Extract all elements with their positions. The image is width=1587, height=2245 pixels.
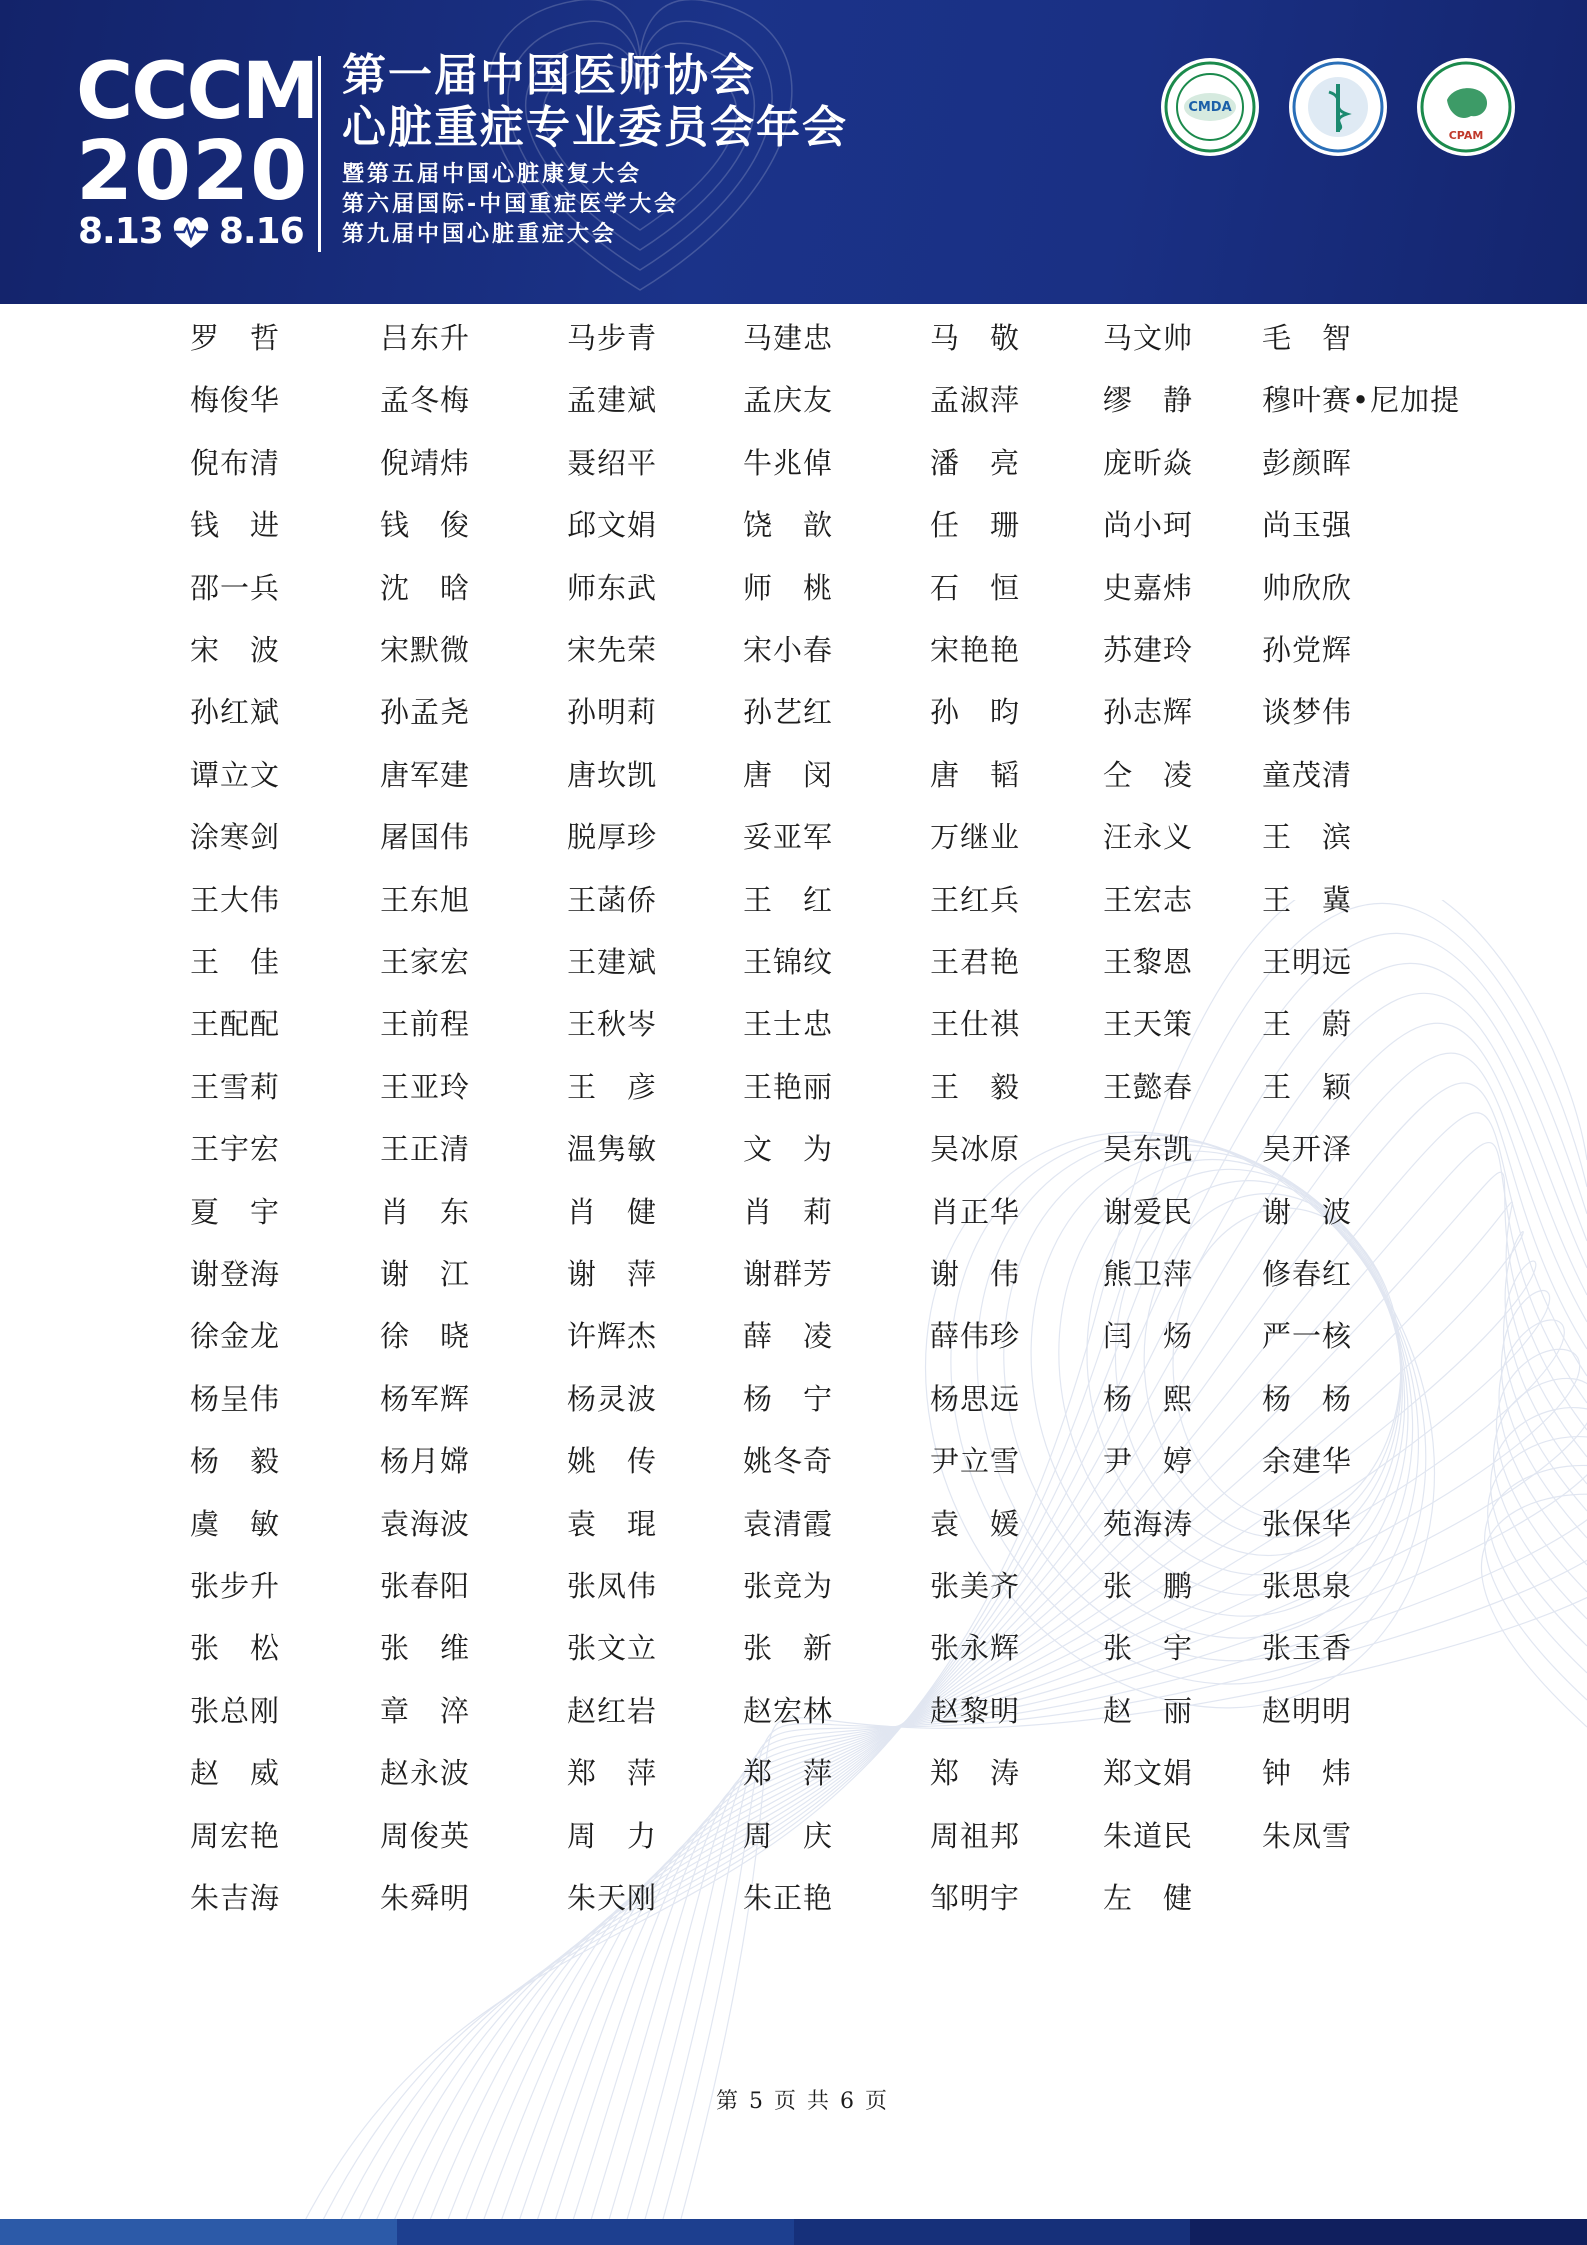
member-name: 杨思远 bbox=[930, 1381, 1021, 1416]
member-name: 修春红 bbox=[1262, 1257, 1353, 1291]
member-name: 谈梦伟 bbox=[1262, 695, 1353, 730]
member-name: 肖 东 bbox=[380, 1194, 471, 1229]
footer-bar-segment bbox=[794, 2219, 1191, 2245]
member-name: 任 珊 bbox=[930, 508, 1021, 543]
member-name: 袁海波 bbox=[380, 1506, 471, 1541]
name-row bbox=[0, 380, 1587, 420]
member-name: 孙党辉 bbox=[1262, 633, 1353, 667]
conference-title-line2: 心脏重症专业委员会年会 bbox=[342, 102, 848, 153]
member-name: 许辉杰 bbox=[567, 1319, 658, 1354]
member-name: 薛伟珍 bbox=[930, 1319, 1021, 1354]
name-row bbox=[0, 1129, 1587, 1169]
member-name: 倪靖炜 bbox=[380, 445, 471, 480]
member-name: 张凤伟 bbox=[567, 1569, 658, 1603]
member-name: 谢 波 bbox=[1262, 1194, 1353, 1229]
cpam-seal-icon bbox=[1417, 58, 1515, 156]
member-name: 肖 健 bbox=[567, 1194, 658, 1229]
member-name: 王 佳 bbox=[190, 945, 281, 979]
member-name: 王配配 bbox=[190, 1007, 281, 1042]
member-name: 王仕祺 bbox=[930, 1007, 1021, 1042]
member-name: 朱凤雪 bbox=[1262, 1818, 1353, 1853]
name-row bbox=[0, 880, 1587, 920]
member-name: 肖正华 bbox=[930, 1194, 1021, 1229]
member-name: 王家宏 bbox=[380, 945, 471, 979]
member-name: 王明远 bbox=[1262, 945, 1353, 979]
member-name: 王前程 bbox=[380, 1007, 471, 1042]
name-row bbox=[0, 505, 1587, 545]
member-name: 虞 敏 bbox=[190, 1506, 281, 1541]
member-name: 邹明宇 bbox=[930, 1881, 1021, 1915]
member-name: 师 桃 bbox=[743, 570, 834, 605]
member-name: 赵 丽 bbox=[1103, 1693, 1194, 1728]
name-row bbox=[0, 1192, 1587, 1232]
member-name: 张步升 bbox=[190, 1569, 281, 1603]
name-row bbox=[0, 942, 1587, 982]
member-name: 孟冬梅 bbox=[380, 383, 471, 418]
member-name: 张春阳 bbox=[380, 1569, 471, 1603]
name-row bbox=[0, 1316, 1587, 1356]
member-name: 谢爱民 bbox=[1103, 1194, 1194, 1229]
member-name: 王黎恩 bbox=[1103, 945, 1194, 979]
name-row bbox=[0, 817, 1587, 857]
name-row bbox=[0, 1878, 1587, 1918]
member-name: 王东旭 bbox=[380, 882, 471, 917]
member-name: 王天策 bbox=[1103, 1007, 1194, 1042]
member-name: 吴开泽 bbox=[1262, 1132, 1353, 1167]
name-row bbox=[0, 692, 1587, 732]
member-name: 钟 炜 bbox=[1262, 1756, 1353, 1791]
member-name: 温隽敏 bbox=[567, 1132, 658, 1167]
member-name: 杨军辉 bbox=[380, 1381, 471, 1416]
member-name: 朱天刚 bbox=[567, 1881, 658, 1915]
member-name: 王士忠 bbox=[743, 1007, 834, 1042]
member-name: 杨 毅 bbox=[190, 1444, 281, 1479]
member-name: 庞昕焱 bbox=[1103, 445, 1194, 480]
member-name: 孟淑萍 bbox=[930, 383, 1021, 418]
member-name: 闫 炀 bbox=[1103, 1319, 1194, 1354]
cmda-seal-icon bbox=[1161, 58, 1259, 156]
member-name: 饶 歆 bbox=[743, 508, 834, 543]
member-name: 张美齐 bbox=[930, 1569, 1021, 1603]
member-name: 杨 宁 bbox=[743, 1381, 834, 1416]
member-name: 王 蔚 bbox=[1262, 1007, 1353, 1042]
member-name: 郑 萍 bbox=[743, 1756, 834, 1791]
member-name: 孙 昀 bbox=[930, 695, 1021, 730]
member-name: 郑文娟 bbox=[1103, 1756, 1194, 1791]
member-name: 左 健 bbox=[1103, 1881, 1194, 1915]
name-row bbox=[0, 755, 1587, 795]
member-name: 吕东升 bbox=[380, 321, 471, 355]
member-name: 余建华 bbox=[1262, 1444, 1353, 1479]
name-row bbox=[0, 1067, 1587, 1107]
member-name: 仝 凌 bbox=[1103, 757, 1194, 792]
member-name: 赵红岩 bbox=[567, 1693, 658, 1728]
member-name: 赵宏林 bbox=[743, 1693, 834, 1728]
name-row bbox=[0, 1753, 1587, 1793]
member-name: 周祖邦 bbox=[930, 1818, 1021, 1853]
member-name: 王 滨 bbox=[1262, 820, 1353, 855]
member-name: 聂绍平 bbox=[567, 445, 658, 480]
member-name: 文 为 bbox=[743, 1132, 834, 1167]
member-name: 杨灵波 bbox=[567, 1381, 658, 1416]
member-name: 梅俊华 bbox=[190, 383, 281, 418]
member-name: 周 庆 bbox=[743, 1818, 834, 1853]
member-name: 郑 涛 bbox=[930, 1756, 1021, 1791]
member-name: 宋艳艳 bbox=[930, 633, 1021, 667]
name-row bbox=[0, 1566, 1587, 1606]
member-name: 周宏艳 bbox=[190, 1818, 281, 1853]
wave-line bbox=[462, 1143, 1587, 2230]
member-name: 赵永波 bbox=[380, 1756, 471, 1791]
member-name: 赵黎明 bbox=[930, 1693, 1021, 1728]
member-name: 罗 哲 bbox=[190, 321, 281, 355]
member-name: 张永辉 bbox=[930, 1631, 1021, 1666]
member-name: 张保华 bbox=[1262, 1506, 1353, 1541]
member-name: 朱舜明 bbox=[380, 1881, 471, 1915]
member-name: 汪永义 bbox=[1103, 820, 1194, 855]
date-end: 8.16 bbox=[218, 211, 304, 252]
member-name: 尚玉强 bbox=[1262, 508, 1353, 543]
conference-title bbox=[342, 50, 848, 250]
member-name: 袁清霞 bbox=[743, 1506, 834, 1541]
member-name: 姚 传 bbox=[567, 1444, 658, 1479]
member-name: 王 彦 bbox=[567, 1069, 658, 1104]
member-name: 苏建玲 bbox=[1103, 633, 1194, 667]
member-name: 邵一兵 bbox=[190, 570, 281, 605]
member-name: 帅欣欣 bbox=[1262, 570, 1353, 605]
member-name: 钱 俊 bbox=[380, 508, 471, 543]
member-name: 赵明明 bbox=[1262, 1693, 1353, 1728]
member-name: 杨呈伟 bbox=[190, 1381, 281, 1416]
member-name: 袁 媛 bbox=[930, 1506, 1021, 1541]
member-name: 严一核 bbox=[1262, 1319, 1353, 1354]
member-name: 师东武 bbox=[567, 570, 658, 605]
name-row bbox=[0, 1379, 1587, 1419]
member-name: 万继业 bbox=[930, 820, 1021, 855]
member-name: 谢登海 bbox=[190, 1257, 281, 1291]
name-row bbox=[0, 1004, 1587, 1044]
member-name: 王红兵 bbox=[930, 882, 1021, 917]
seal-label-cmda: CMDA bbox=[1188, 99, 1232, 115]
member-name: 谢群芳 bbox=[743, 1257, 834, 1291]
member-name: 石 恒 bbox=[930, 570, 1021, 605]
logo-text-year: 2020 bbox=[76, 124, 309, 219]
name-row bbox=[0, 630, 1587, 670]
footer-bar-segment bbox=[397, 2219, 794, 2245]
member-name: 尹 婷 bbox=[1103, 1444, 1194, 1479]
member-name: 马文帅 bbox=[1103, 321, 1194, 355]
member-name: 王宏志 bbox=[1103, 882, 1194, 917]
logo-text-cccm: CCCM bbox=[76, 47, 318, 137]
member-name: 张 新 bbox=[743, 1631, 834, 1666]
member-name: 脱厚珍 bbox=[567, 820, 658, 855]
member-name: 张玉香 bbox=[1262, 1631, 1353, 1666]
member-name: 张竞为 bbox=[743, 1569, 834, 1603]
member-name: 徐 晓 bbox=[380, 1319, 471, 1354]
member-name: 杨 熙 bbox=[1103, 1381, 1194, 1416]
member-name: 肖 莉 bbox=[743, 1194, 834, 1229]
member-name: 王亚玲 bbox=[380, 1069, 471, 1104]
member-name: 唐军建 bbox=[380, 757, 471, 792]
member-name: 张思泉 bbox=[1262, 1569, 1353, 1603]
member-name: 朱道民 bbox=[1103, 1818, 1194, 1853]
member-name: 孟庆友 bbox=[743, 383, 834, 418]
member-name: 谢 江 bbox=[380, 1257, 471, 1291]
member-name: 穆叶赛•尼加提 bbox=[1262, 383, 1461, 418]
member-name: 宋小春 bbox=[743, 633, 834, 667]
member-name: 潘 亮 bbox=[930, 445, 1021, 480]
heart-pulse-icon bbox=[171, 214, 211, 250]
header-divider bbox=[318, 56, 321, 252]
member-name: 彭颜晖 bbox=[1262, 445, 1353, 480]
member-name: 朱吉海 bbox=[190, 1881, 281, 1915]
seal-label-cpam: CPAM bbox=[1448, 129, 1484, 142]
member-name: 朱正艳 bbox=[743, 1881, 834, 1915]
name-row bbox=[0, 318, 1587, 358]
conference-subtitle-line1: 暨第五届中国心脏康复大会 bbox=[342, 162, 643, 187]
member-name: 苑海涛 bbox=[1103, 1506, 1194, 1541]
member-name: 童茂清 bbox=[1262, 757, 1353, 792]
member-name: 宋 波 bbox=[190, 633, 281, 667]
member-name: 王 红 bbox=[743, 882, 834, 917]
member-name: 尹立雪 bbox=[930, 1444, 1021, 1479]
member-name: 毛 智 bbox=[1262, 321, 1353, 355]
date-start: 8.13 bbox=[78, 211, 163, 252]
member-name: 谢 萍 bbox=[567, 1257, 658, 1291]
member-name: 钱 进 bbox=[190, 508, 281, 543]
member-name: 缪 静 bbox=[1103, 383, 1194, 418]
name-row bbox=[0, 443, 1587, 483]
member-name: 郑 萍 bbox=[567, 1756, 658, 1791]
member-name: 谭立文 bbox=[190, 757, 281, 792]
member-name: 妥亚军 bbox=[743, 820, 834, 855]
member-name: 孙艺红 bbox=[743, 695, 834, 730]
member-name: 王君艳 bbox=[930, 945, 1021, 979]
conference-subtitle-line2: 第六届国际-中国重症医学大会 bbox=[342, 192, 680, 217]
member-name: 杨月嫦 bbox=[380, 1444, 471, 1479]
member-name: 姚冬奇 bbox=[743, 1444, 834, 1479]
conference-title-line1: 第一届中国医师协会 bbox=[342, 50, 756, 101]
member-name: 王正清 bbox=[380, 1132, 471, 1167]
member-name: 王雪莉 bbox=[190, 1069, 281, 1104]
name-row bbox=[0, 1441, 1587, 1481]
name-row bbox=[0, 568, 1587, 608]
organization-seals bbox=[1161, 58, 1515, 156]
member-name: 薛 凌 bbox=[743, 1319, 834, 1354]
member-name: 王宇宏 bbox=[190, 1132, 281, 1167]
member-name: 熊卫萍 bbox=[1103, 1257, 1194, 1291]
member-name: 夏 宇 bbox=[190, 1194, 281, 1229]
member-name: 王大伟 bbox=[190, 882, 281, 917]
name-row bbox=[0, 1816, 1587, 1856]
member-name: 徐金龙 bbox=[190, 1319, 281, 1354]
member-name: 张 宇 bbox=[1103, 1631, 1194, 1666]
footer-bar-segment bbox=[1190, 2219, 1587, 2245]
medical-caduceus-seal-icon bbox=[1289, 58, 1387, 156]
member-name: 王 毅 bbox=[930, 1069, 1021, 1104]
member-name: 张 鹏 bbox=[1103, 1569, 1194, 1603]
member-name: 赵 威 bbox=[190, 1756, 281, 1791]
name-row bbox=[0, 1628, 1587, 1668]
member-name: 谢 伟 bbox=[930, 1257, 1021, 1291]
member-name: 张总刚 bbox=[190, 1693, 281, 1728]
member-name: 邱文娟 bbox=[567, 508, 658, 543]
member-name: 张文立 bbox=[567, 1631, 658, 1666]
member-name: 涂寒剑 bbox=[190, 820, 281, 855]
member-name: 唐坎凯 bbox=[567, 757, 658, 792]
member-name: 张 松 bbox=[190, 1631, 281, 1666]
name-row bbox=[0, 1254, 1587, 1294]
conference-subtitle-line3: 第九届中国心脏重症大会 bbox=[342, 222, 618, 247]
member-name: 孙明莉 bbox=[567, 695, 658, 730]
member-name: 杨 杨 bbox=[1262, 1381, 1353, 1416]
member-name: 孙孟尧 bbox=[380, 695, 471, 730]
member-name: 屠国伟 bbox=[380, 820, 471, 855]
member-name: 王懿春 bbox=[1103, 1069, 1194, 1104]
member-name: 张 维 bbox=[380, 1631, 471, 1666]
header-banner bbox=[0, 0, 1587, 304]
member-name: 牛兆倬 bbox=[743, 445, 834, 480]
name-row bbox=[0, 1504, 1587, 1544]
member-name: 吴冰原 bbox=[930, 1132, 1021, 1167]
wave-loop bbox=[1133, 1185, 1412, 1546]
member-name: 章 淬 bbox=[380, 1693, 471, 1728]
member-name: 孟建斌 bbox=[567, 383, 658, 418]
member-name: 唐 韬 bbox=[930, 757, 1021, 792]
member-name: 唐 闵 bbox=[743, 757, 834, 792]
event-dates bbox=[78, 212, 308, 252]
member-name: 尚小珂 bbox=[1103, 508, 1194, 543]
member-name: 王艳丽 bbox=[743, 1069, 834, 1104]
name-row bbox=[0, 1691, 1587, 1731]
member-name: 马 敬 bbox=[930, 321, 1021, 355]
member-name: 孙志辉 bbox=[1103, 695, 1194, 730]
footer-bar-segment bbox=[0, 2219, 397, 2245]
member-name: 马步青 bbox=[567, 321, 658, 355]
member-name: 孙红斌 bbox=[190, 695, 281, 730]
member-name: 王菡侨 bbox=[567, 882, 658, 917]
member-name: 宋先荣 bbox=[567, 633, 658, 667]
member-name: 沈 晗 bbox=[380, 570, 471, 605]
member-name: 倪布清 bbox=[190, 445, 281, 480]
member-name: 王 冀 bbox=[1262, 882, 1353, 917]
member-name: 王建斌 bbox=[567, 945, 658, 979]
member-name: 马建忠 bbox=[743, 321, 834, 355]
member-name: 吴东凯 bbox=[1103, 1132, 1194, 1167]
member-name: 袁 琨 bbox=[567, 1506, 658, 1541]
page-number: 第 5 页 共 6 页 bbox=[716, 2089, 889, 2114]
member-name: 王秋岑 bbox=[567, 1007, 658, 1042]
member-name: 王 颖 bbox=[1262, 1069, 1353, 1104]
member-name: 周 力 bbox=[567, 1818, 658, 1853]
member-name: 史嘉炜 bbox=[1103, 570, 1194, 605]
member-name: 王锦纹 bbox=[743, 945, 834, 979]
member-name: 宋默微 bbox=[380, 633, 471, 667]
footer-color-bar bbox=[0, 2219, 1587, 2245]
member-name: 周俊英 bbox=[380, 1818, 471, 1853]
